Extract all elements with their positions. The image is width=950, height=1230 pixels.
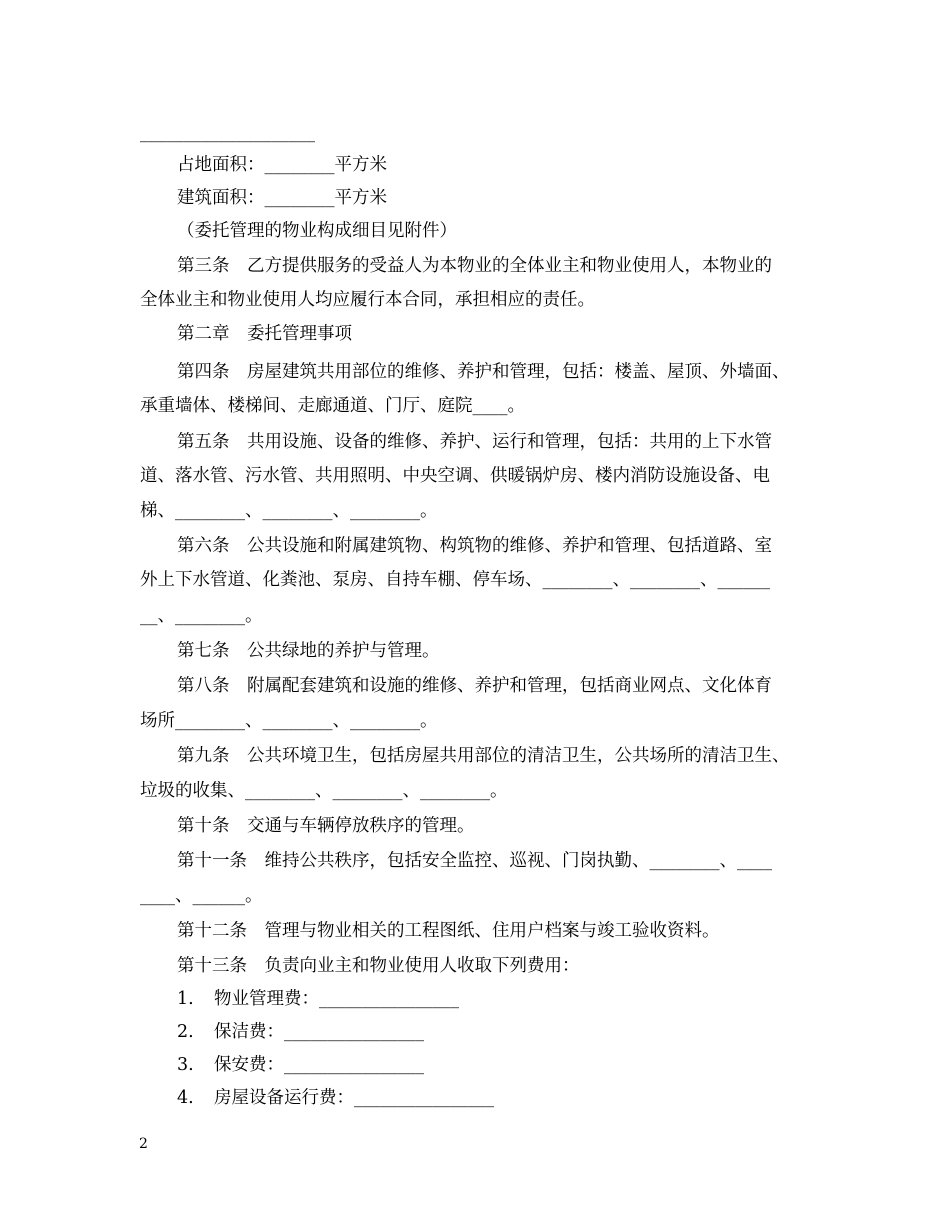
fee-item-number: 3.: [177, 1055, 194, 1075]
article-8-line-2: 场所________、________、________。: [140, 711, 438, 731]
page-number: 2: [139, 1136, 148, 1152]
fee-item-number: 1.: [177, 989, 194, 1009]
article-6-line-1: 第六条 公共设施和附属建筑物、构筑物的维修、养护和管理、包括道路、室: [177, 536, 772, 556]
article-13: 第十三条 负责向业主和物业使用人收取下列费用：: [177, 956, 580, 976]
article-11-line-2: ____、______。: [140, 886, 263, 906]
article-6-line-2: 外上下水管道、化粪池、泵房、自持车棚、停车场、________、________、______: [140, 570, 770, 590]
building-area-line: 建筑面积：________平方米: [177, 188, 387, 208]
land-area-line: 占地面积：________平方米: [177, 155, 387, 175]
article-9-line-2: 垃圾的收集、________、________、________。: [140, 781, 508, 801]
article-4-line-2: 承重墙体、楼梯间、走廊通道、门厅、庭院____。: [140, 396, 525, 416]
fee-item: [177, 1054, 424, 1076]
article-6-line-3: __、________。: [140, 606, 263, 626]
article-12: 第十二条 管理与物业相关的工程图纸、住用户档案与竣工验收资料。: [177, 921, 720, 941]
article-5-line-2: 道、落水管、污水管、共用照明、中央空调、供暖锅炉房、楼内消防设施设备、电: [140, 466, 770, 486]
fee-item-number: 4.: [177, 1088, 194, 1108]
article-7: 第七条 公共绿地的养护与管理。: [177, 641, 440, 661]
fee-item-text: 保安费：________________: [214, 1055, 424, 1075]
annex-note: （委托管理的物业构成细目见附件）: [177, 221, 457, 241]
article-10: 第十条 交通与车辆停放秩序的管理。: [177, 816, 475, 836]
article-11-line-1: 第十一条 维持公共秩序，包括安全监控、巡视、门岗执勤、________、____: [177, 851, 772, 871]
article-4-line-1: 第四条 房屋建筑共用部位的维修、养护和管理，包括：楼盖、屋顶、外墙面、: [177, 362, 790, 382]
article-5-line-1: 第五条 共用设施、设备的维修、养护、运行和管理，包括：共用的上下水管: [177, 432, 772, 452]
article-3-line-1: 第三条 乙方提供服务的受益人为本物业的全体业主和物业使用人，本物业的: [177, 256, 772, 276]
fee-item-text: 物业管理费：________________: [214, 989, 459, 1009]
article-3-line-2: 全体业主和物业使用人均应履行本合同，承担相应的责任。: [140, 290, 595, 310]
fee-item: [177, 988, 459, 1010]
fee-item-text: 保洁费：________________: [214, 1022, 424, 1042]
chapter-2-heading: 第二章 委托管理事项: [177, 324, 352, 344]
fee-item: [177, 1087, 494, 1109]
fee-item-text: 房屋设备运行费：________________: [214, 1088, 494, 1108]
article-8-line-1: 第八条 附属配套建筑和设施的维修、养护和管理，包括商业网点、文化体育: [177, 676, 772, 696]
article-5-line-3: 梯、________、________、________。: [140, 501, 438, 521]
article-9-line-1: 第九条 公共环境卫生，包括房屋共用部位的清洁卫生，公共场所的清洁卫生、: [177, 746, 790, 766]
fee-item-number: 2.: [177, 1022, 194, 1042]
fee-item: [177, 1021, 424, 1043]
blank-line: ____________________: [140, 123, 315, 143]
